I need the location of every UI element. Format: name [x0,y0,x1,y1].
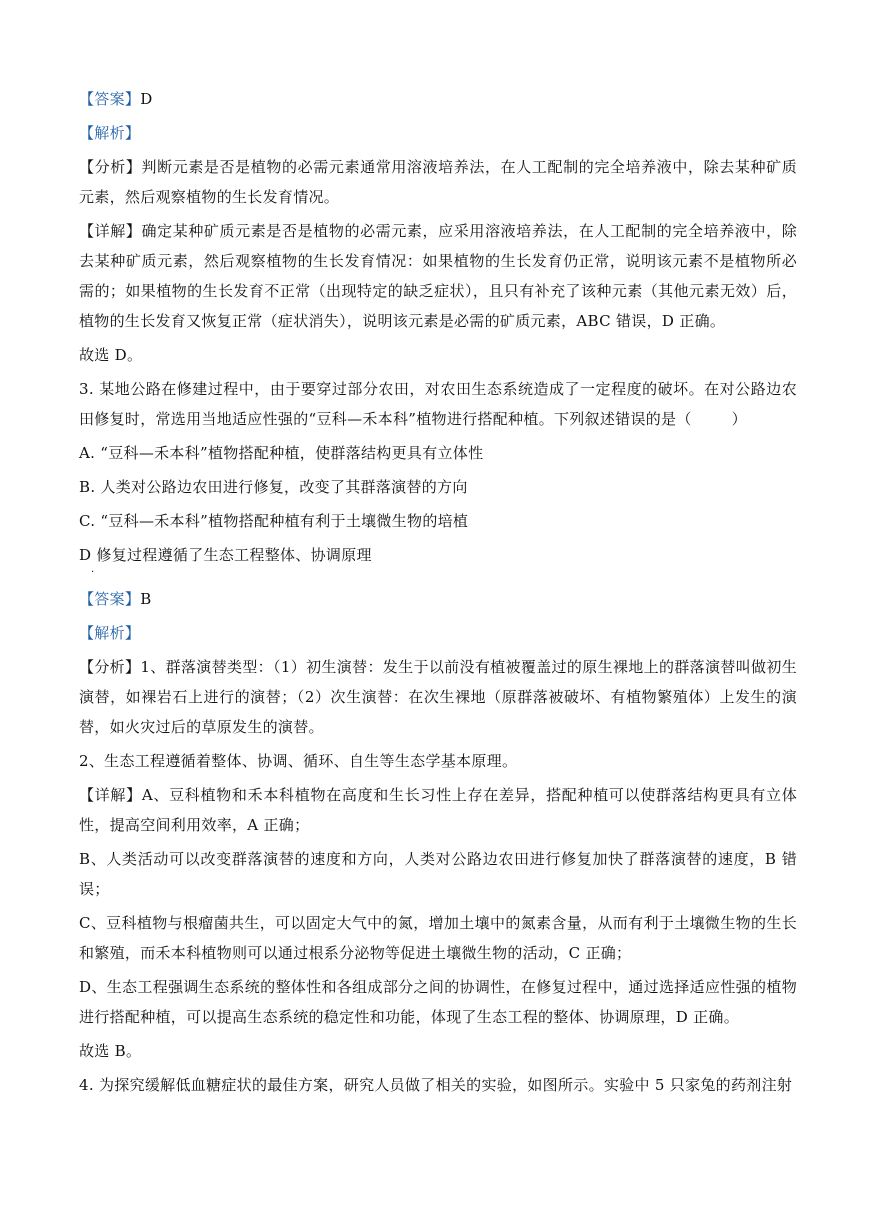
xiangjie-a-text: A、豆科植物和禾本科植物在高度和生长习性上存在差异，搭配种植可以使群落结构更具有立体性，提高空间利用效率，A 正确； [79,786,798,834]
fenxi-point-2-q3: 2、生态工程遵循着整体、协调、循环、自生等生态学基本原理。 [79,752,518,770]
xiangjie-d-q3: D、生态工程强调生态系统的整体性和各组成部分之间的协调性，在修复过程中，通过选择适应性强的植物进行搭配种植，可以提高生态系统的稳定性和功能，体现了生态工程的整体、协调原理，D 正确。 [79,978,797,1026]
option-c: C. “豆科—禾本科”植物搭配种植有利于土壤微生物的培植 [79,512,469,530]
fenxi-tag: 【分析】 [79,658,141,676]
answer-tag: 【答案】 [79,90,141,108]
answer-tag: 【答案】 [79,590,141,608]
fenxi-paragraph-q2 [79,152,797,212]
answer-line-q3 [79,584,797,614]
analysis-heading-q3 [79,618,797,648]
option-d: D 修复过程遵循了生态工程整体、协调原理 [79,546,372,564]
question-3-stem-end: ） [731,410,747,428]
option-a: A. “豆科—禾本科”植物搭配种植，使群落结构更具有立体性 [79,444,484,462]
xiangjie-a-q3 [79,780,797,840]
answer-value: B [140,590,152,608]
document-body [79,84,797,1100]
xiangjie-b-q3: B、人类活动可以改变群落演替的速度和方向，人类对公路边农田进行修复加快了群落演替的速度，B 错误； [79,850,797,898]
option-b: B. 人类对公路边农田进行修复，改变了其群落演替的方向 [79,478,468,496]
question-4-stem: 4. 为探究缓解低血糖症状的最佳方案，研究人员做了相关的实验，如图所示。实验中 5 只家兔的药剂注射 [79,1076,793,1094]
fenxi-tag: 【分析】 [79,158,142,176]
question-3-stem-text: 3. 某地公路在修建过程中，由于要穿过部分农田，对农田生态系统造成了一定程度的破坏。在对公路边农田修复时，常选用当地适应性强的“豆科—禾本科”植物进行搭配种植。下列叙述错误的是（ [79,380,797,428]
stray-dot-mark: · [91,567,95,578]
analysis-tag: 【解析】 [79,624,141,642]
question-3-stem [79,374,797,434]
conclusion-q2: 故选 D。 [79,346,143,364]
xiangjie-paragraph-q2 [79,216,797,336]
conclusion-q3: 故选 B。 [79,1042,142,1060]
xiangjie-tag: 【详解】 [79,222,142,240]
fenxi-text: 判断元素是否是植物的必需元素通常用溶液培养法，在人工配制的完全培养液中，除去某种矿质元素，然后观察植物的生长发育情况。 [79,158,797,206]
analysis-tag: 【解析】 [79,124,141,142]
xiangjie-text: 确定某种矿质元素是否是植物的必需元素，应采用溶液培养法，在人工配制的完全培养液中，除去某种矿质元素，然后观察植物的生长发育情况：如果植物的生长发育仍正常，说明该元素不是植物所必需的；如果植物的生长发育不正常（出现特定的缺乏症状），且只有补充了该种元素（其他元素无效）后，植物的生长发育又恢复正常（症状消失），说明该元素是必需的矿质元素，ABC 错误，D 正确。 [79,222,797,330]
answer-line-q2 [79,84,797,114]
analysis-heading-q2 [79,118,797,148]
fenxi-text: 1、群落演替类型：（1）初生演替：发生于以前没有植被覆盖过的原生裸地上的群落演替叫做初生演替，如裸岩石上进行的演替；（2）次生演替：在次生裸地（原群落被破坏、有植物繁殖体）上发生的演替，如火灾过后的草原发生的演替。 [79,658,797,736]
fenxi-paragraph-q3 [79,652,797,742]
xiangjie-c-q3: C、豆科植物与根瘤菌共生，可以固定大气中的氮，增加土壤中的氮素含量，从而有利于土壤微生物的生长和繁殖，而禾本科植物则可以通过根系分泌物等促进土壤微生物的活动，C 正确； [79,914,797,962]
answer-value: D [140,90,153,108]
xiangjie-tag: 【详解】 [79,786,142,804]
